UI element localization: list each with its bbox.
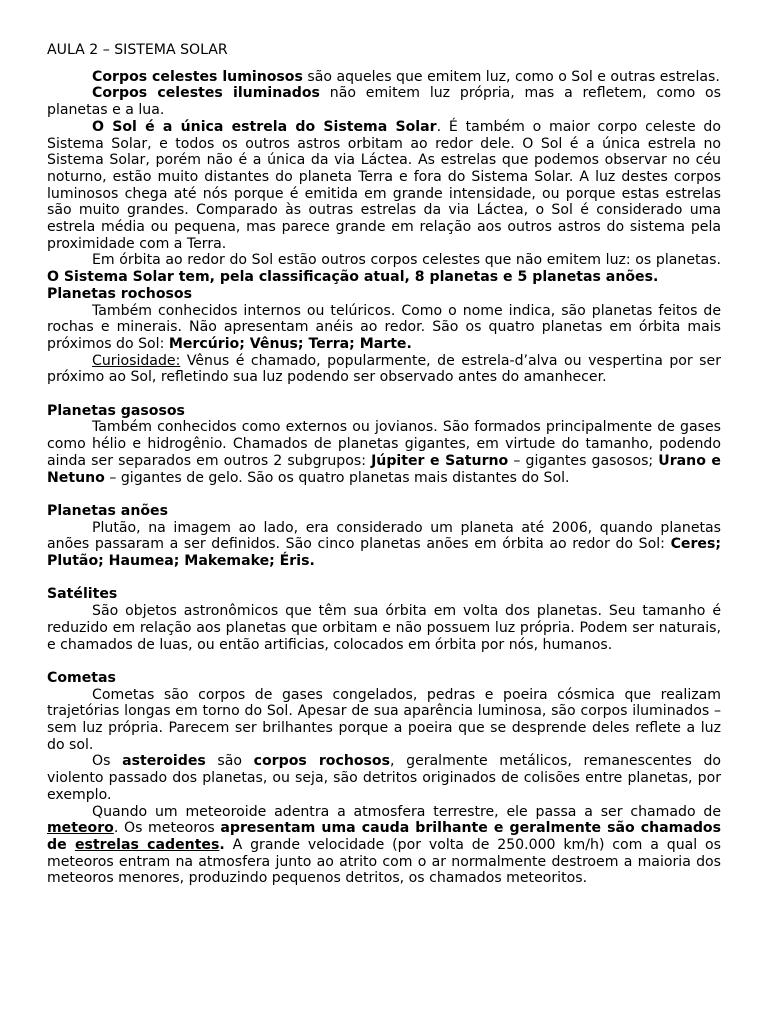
paragraph-curiosidade xyxy=(47,353,721,386)
text-run: Quando um meteoroide adentra a atmosfera terrestre, ele passa a ser chamado de xyxy=(92,803,721,820)
paragraph-rochosos xyxy=(47,303,721,353)
paragraph-sol xyxy=(47,119,721,253)
bold-term: asteroides xyxy=(122,753,206,770)
paragraph-orbita xyxy=(47,252,721,285)
text-run: são aqueles que emitem luz, como o Sol e outras estrelas. xyxy=(302,68,720,85)
bold-term: Júpiter e Saturno xyxy=(371,452,509,469)
bold-term: Mercúrio; Vênus; Terra; Marte. xyxy=(168,335,412,352)
document-title: AULA 2 – SISTEMA SOLAR xyxy=(47,42,228,58)
paragraph-meteoros xyxy=(47,804,721,888)
text-run: são xyxy=(205,753,254,770)
text-run: . Os meteoros xyxy=(113,820,221,837)
heading-planetas-rochosos: Planetas rochosos xyxy=(47,285,192,302)
heading-satelites: Satélites xyxy=(47,586,118,603)
heading-cometas: Cometas xyxy=(47,669,116,686)
underlined-term: Curiosidade: xyxy=(92,352,181,369)
heading-planetas-anoes: Planetas anões xyxy=(47,502,168,519)
bold-term: O Sistema Solar tem, pela classificação atual, 8 planetas e 5 planetas anões. xyxy=(47,269,659,286)
text-run: – gigantes de gelo. São os quatro planetas mais distantes do Sol. xyxy=(104,469,570,486)
blank-line xyxy=(47,486,721,503)
text-run: , geralmente metálicos, remanescentes do violento passado dos planetas, ou seja, são detritos originados de colisões entre planetas, por exemplo. xyxy=(47,753,722,803)
paragraph-gasosos xyxy=(47,419,721,486)
text-run: A grande velocidade (por volta de 250.000 km/h) com a qual os meteoros entram na atmosfera junto ao atrito com o ar normalmente destroem a maioria dos meteoros menores, produzindo pequenos detritos, os chamados meteoritos. xyxy=(47,836,721,887)
paragraph-asteroides xyxy=(47,753,721,803)
bold-term: Urano e Netuno xyxy=(47,452,721,486)
bold-term: apresentam uma cauda brilhante e geralmente são chamados de xyxy=(47,820,721,853)
bold-term: Ceres; Plutão; Haumea; Makemake; Éris. xyxy=(47,536,721,570)
bold-term: O Sol é a única estrela do Sistema Solar xyxy=(92,118,437,135)
paragraph-anoes xyxy=(47,520,721,570)
blank-line xyxy=(47,386,721,403)
text-run: Também conhecidos internos ou telúricos. Como o nome indica, são planetas feitos de rochas e minerais. Não apresentam anéis ao redor. São os quatro planetas em órbita mais próximos do Sol: xyxy=(47,302,721,352)
blank-line xyxy=(47,653,721,670)
bold-underlined-term: estrelas cadentes xyxy=(74,836,220,853)
blank-line xyxy=(47,570,721,587)
bold-term: Corpos celestes iluminados xyxy=(92,85,320,102)
bold-term: corpos rochosos xyxy=(253,753,391,770)
bold-underlined-term: meteoro xyxy=(47,820,114,837)
text-run: Vênus é chamado, popularmente, de estrela-d’alva ou vespertina por ser próximo ao Sol, refletindo sua luz podendo ser observado antes do amanhecer. xyxy=(47,352,721,386)
text-run: São objetos astronômicos que têm sua órbita em volta dos planetas. Seu tamanho é reduzido em relação aos planetas que orbitam e não possuem luz própria. Podem ser naturais, e chamados de luas, ou então artificias, colocados em órbita por nós, humanos. xyxy=(47,603,721,653)
paragraph-cometas xyxy=(47,687,721,754)
text-run: Os xyxy=(92,753,123,770)
bold-term: . xyxy=(219,836,225,853)
text-run: . É também o maior corpo celeste do Sistema Solar, e todos os outros astros orbitam ao redor dele. O Sol é a única estrela no Sistema Solar, porém não é a única da via Láctea. As estrelas que podemos observar no céu noturno, estão muito distantes do planeta Terra e fora do Sistema Solar. A luz destes corpos luminosos chega até nós porque é emitida em grande intensidade, ou porque estas estrelas são muito grandes. Comparado às outras estrelas da via Láctea, o Sol é considerado uma estrela média ou pequena, mas parece grande em relação aos outros astros do sistema pela proximidade com a Terra. xyxy=(47,118,721,252)
paragraph-iluminados xyxy=(47,85,721,118)
text-run: Cometas são corpos de gases congelados, pedras e poeira cósmica que realizam trajetórias longas em torno do Sol. Apesar de sua aparência luminosa, são corpos iluminados – sem luz própria. Parecem ser brilhantes porque a poeira que se desprende deles reflete a luz do sol. xyxy=(47,686,721,753)
heading-planetas-gasosos: Planetas gasosos xyxy=(47,402,185,419)
text-run: Em órbita ao redor do Sol estão outros corpos celestes que não emitem luz: os planetas. xyxy=(92,252,721,269)
text-run: não emitem luz própria, mas a refletem, como os planetas e a lua. xyxy=(47,85,721,119)
text-run: – gigantes gasosos; xyxy=(508,452,659,469)
bold-term: Corpos celestes luminosos xyxy=(92,68,303,85)
paragraph-satelites xyxy=(47,603,721,653)
text-run: Também conhecidos como externos ou jovianos. São formados principalmente de gases como hélio e hidrogênio. Chamados de planetas gigantes, em virtude do tamanho, podendo ainda ser separados em outros 2 subgrupos: xyxy=(47,419,721,469)
paragraph-luminosos xyxy=(47,69,721,86)
text-run: Plutão, na imagem ao lado, era considerado um planeta até 2006, quando planetas anões passaram a ser definidos. São cinco planetas anões em órbita ao redor do Sol: xyxy=(47,519,721,553)
